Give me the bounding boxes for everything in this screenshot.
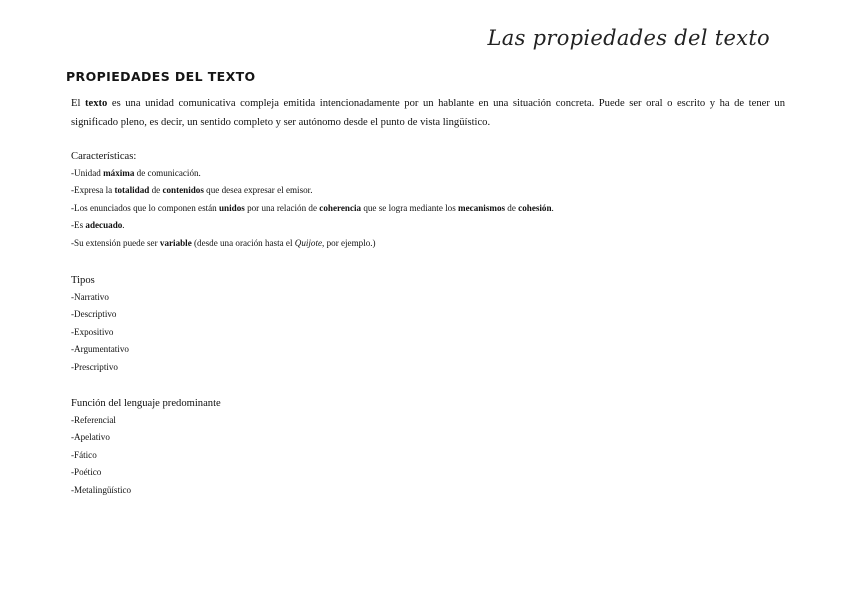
list-item: -Metalingüístico [71, 484, 132, 495]
tipos-section [71, 272, 785, 376]
intro-text-rest: es una unidad comunicativa compleja emitida intencionadamente por un hablante en una situación concreta. Puede ser oral o escrito y ha de tener un significado pleno, es decir, un sentido completo y ser autónomo desde el punto de vista lingüístico. [71, 98, 785, 128]
caracteristicas-title: Características: [71, 151, 137, 162]
list-item: -Es adecuado. [71, 220, 125, 231]
caracteristicas-list [71, 165, 785, 252]
caracteristicas-section [71, 148, 785, 252]
intro-paragraph [71, 94, 785, 132]
tipos-title: Tipos [71, 275, 95, 287]
list-item: -Narrativo [71, 292, 109, 303]
list-item: -Argumentativo [71, 344, 129, 355]
funcion-title: Función del lenguaje predominante [71, 398, 221, 410]
list-item: -Unidad máxima de comunicación. [71, 168, 201, 178]
list-item: -Prescriptivo [71, 361, 118, 372]
list-item: -Su extensión puede ser variable (desde una oración hasta el Quijote, por ejemplo.) [71, 237, 376, 248]
list-item: -Descriptivo [71, 309, 117, 320]
list-item: -Los enunciados que lo componen están unidos por una relación de coherencia que se logra mediante los mecanismos de cohesión. [71, 202, 554, 213]
list-item: -Expresa la totalidad de contenidos que desea expresar el emisor. [71, 185, 313, 196]
list-item: -Expositivo [71, 326, 114, 337]
list-item: -Fático [71, 449, 97, 460]
tipos-list [71, 289, 785, 376]
list-item: -Poético [71, 467, 102, 478]
intro-term: texto [84, 98, 108, 109]
funcion-list [71, 412, 785, 499]
document-body [71, 94, 785, 499]
page-title: Las propiedades del texto [487, 26, 770, 50]
list-item: -Apelativo [71, 432, 110, 443]
section-heading: PROPIEDADES DEL TEXTO [66, 69, 256, 84]
intro-text-start: El [71, 98, 85, 109]
list-item: -Referencial [71, 415, 116, 426]
funcion-section [71, 395, 785, 499]
